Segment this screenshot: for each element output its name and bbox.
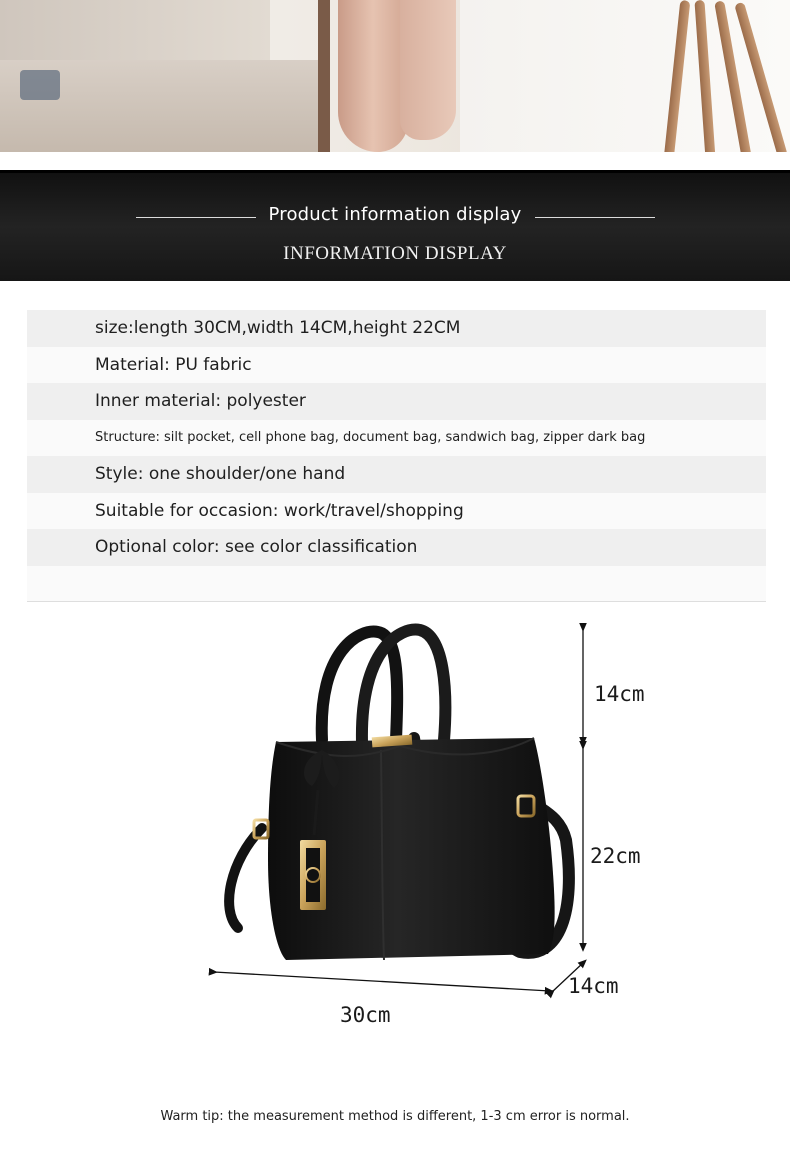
spec-row-color: Optional color: see color classification [27, 529, 766, 566]
model-photo [0, 0, 790, 152]
spec-table [27, 310, 766, 602]
warm-tip: Warm tip: the measurement method is different, 1-3 cm error is normal. [160, 1109, 630, 1124]
spec-row-style: Style: one shoulder/one hand [27, 456, 766, 493]
dimension-body-height: 22cm [590, 844, 641, 868]
banner-subtitle: INFORMATION DISPLAY [283, 243, 507, 264]
spec-row-size: size:length 30CM,width 14CM,height 22CM [27, 310, 766, 347]
dimension-depth: 14cm [568, 974, 619, 998]
banner-title: Product information display [268, 204, 522, 225]
spec-row-material: Material: PU fabric [27, 347, 766, 384]
handbag-image [0, 610, 790, 1050]
spec-row-structure: Structure: silt pocket, cell phone bag, document bag, sandwich bag, zipper dark bag [27, 420, 766, 457]
spec-row-occasion: Suitable for occasion: work/travel/shopping [27, 493, 766, 530]
dimension-length: 30cm [340, 1003, 391, 1027]
dimension-handle-height: 14cm [594, 682, 645, 706]
info-banner [0, 170, 790, 281]
spec-row-inner-material: Inner material: polyester [27, 383, 766, 420]
spec-row-empty [27, 566, 766, 603]
product-dimension-figure [0, 610, 790, 1050]
